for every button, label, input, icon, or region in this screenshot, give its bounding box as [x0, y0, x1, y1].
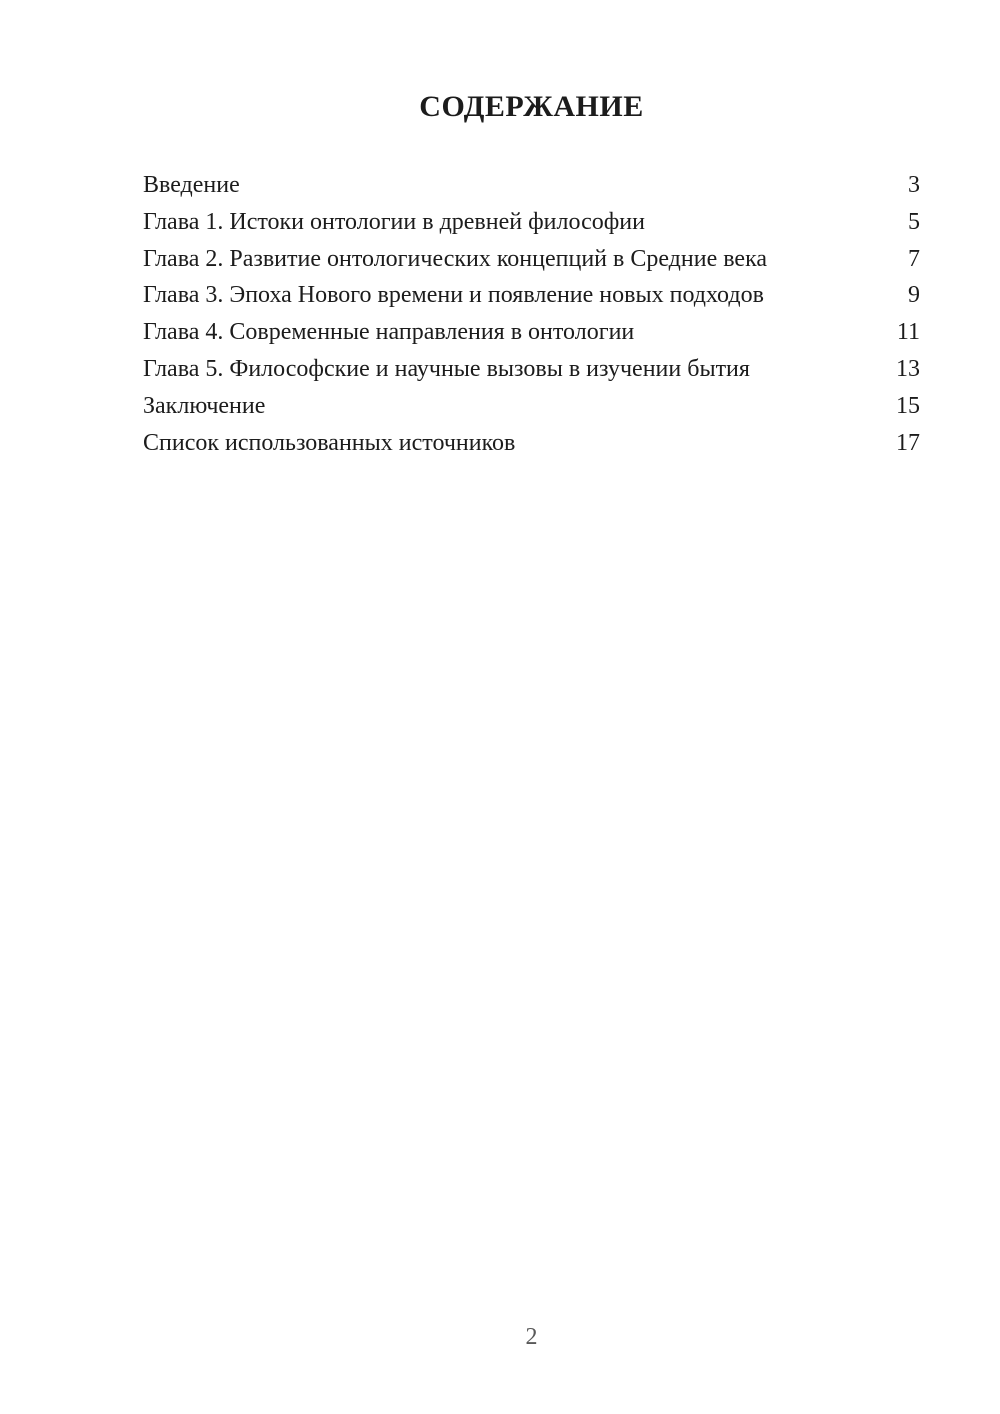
toc-entry-page-number: 5 — [908, 208, 920, 235]
toc-entry-label: Список использованных источников — [143, 429, 516, 456]
toc-entry-label: Глава 1. Истоки онтологии в древней философии — [143, 208, 645, 235]
toc-entry-page-number: 17 — [896, 429, 920, 456]
toc-entry-label: Глава 2. Развитие онтологических концепций в Средние века — [143, 245, 768, 272]
page-title: СОДЕРЖАНИЕ — [419, 90, 644, 123]
toc-entry-label: Глава 3. Эпоха Нового времени и появление новых подходов — [143, 282, 764, 309]
content-column — [143, 0, 920, 461]
toc-entry-page-number: 9 — [908, 282, 920, 309]
toc-row — [143, 388, 920, 425]
toc-row — [143, 314, 920, 351]
toc-entry-label: Глава 5. Философские и научные вызовы в изучении бытия — [143, 355, 750, 382]
toc-row — [143, 277, 920, 314]
toc-row — [143, 204, 920, 241]
toc-row — [143, 351, 920, 388]
toc-entry-page-number: 11 — [896, 319, 920, 346]
toc-row — [143, 425, 920, 462]
toc-entry-page-number: 15 — [896, 392, 920, 419]
toc-entry-page-number: 7 — [908, 245, 920, 272]
toc-entry-page-number: 13 — [896, 355, 920, 382]
toc-entry-label: Глава 4. Современные направления в онтологии — [143, 319, 635, 346]
page-number-footer: 2 — [525, 1324, 538, 1350]
table-of-contents — [143, 167, 920, 461]
toc-entry-page-number: 3 — [908, 172, 920, 198]
toc-row — [143, 241, 920, 278]
toc-row — [143, 167, 920, 204]
toc-entry-label: Введение — [143, 172, 240, 198]
toc-entry-label: Заключение — [143, 392, 266, 419]
